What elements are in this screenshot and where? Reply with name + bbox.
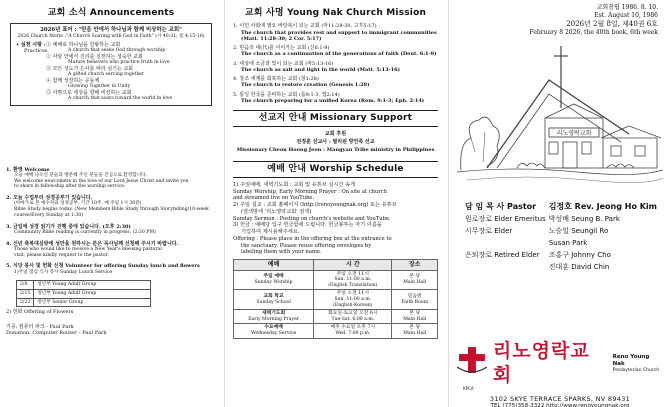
announcement-item [6,167,216,190]
announcement-line: 1)주일 점심 식사 봉사 Sunday Lunch Service [14,269,113,275]
staff-table [465,200,660,273]
service-place-en: Faith Room [401,299,429,305]
staff-row [465,200,660,214]
lunch-row [17,298,151,307]
mission-en: The church to restore creation (Genesis 1:28) [241,82,370,89]
service-name: 교회 학교 [263,293,284,299]
schedule-row [234,310,438,324]
donation-ko: 기증: 컴퓨터 파크 - Paul Park [6,323,74,330]
service-time-en: Tue-Sat. 6:00 a.m. [331,316,375,322]
announcement-item [6,224,216,236]
service-time-note: (English Translation) [328,282,378,288]
worship-title: 예배 안내 Worship Schedule [233,161,438,178]
staff-name: 조홍구 Johnny Cho [548,250,611,259]
practice-en: Growing Together in Unity [68,83,131,89]
service-cell [234,270,314,290]
service-name: 수요예배 [264,324,283,331]
church-building-illustration [457,42,663,190]
service-name-en: Early Morning Prayer [248,316,299,322]
mission-ko: 4. 창조 세계를 회복하는 교회 (창1:28) [233,76,319,82]
mission-en: The church as a continuation of the generations of faith (Deut. 6:1-9) [241,51,437,58]
church-footer [457,340,663,407]
staff-row [465,214,660,226]
staff-row [465,238,660,250]
lunch-group: 청년부 Young Adult Group [34,281,151,290]
service-cell [234,324,314,338]
motto-ko: 2026년 표어 : "믿음 안에서 하나님과 함께 비상하는 교회" [40,27,182,34]
staff-role: 은퇴장로 Retired Elder [465,250,540,259]
announcement-line: We welcome newcomers in the love of our Lord Jesus Christ and invite you [14,178,189,184]
announcement-heading: 5. 식당 봉사 및 헌화 신청 Volunteer for offering Sunday lunch and flowers [6,263,200,270]
staff-role [465,238,549,250]
bulletin-header [457,4,662,36]
place-cell [392,290,438,310]
lunch-row [17,289,151,298]
worship-note: labeling them with your name. [241,249,322,256]
motto-en: 2026 Church Motto :"A Church Soaring with God in Faith" (사 40:31; 롬 4:15-16) [17,34,205,39]
missionary-title: 선교지 안내 Missionary Support [233,110,438,127]
announcement-heading: 3. 금일에 성경 읽기가 진행 중에 있습니다. (오후 2:30) [6,223,131,230]
worship-note: and streamed live on YouTube. [233,195,315,202]
mission-ko: 5. 통일 한국을 준비하는 교회 (롬9:1-3, 엡2:14) [233,91,340,98]
lunch-group: 청년부 Senior Group [34,298,151,307]
offering-flowers: 2) 헌화 Offering of Flowers [6,309,74,316]
service-place-en: Main Hall [403,331,427,336]
date-en: February 8 2026, the 40th book, 6th week [529,28,658,36]
announcement-heading: 1. 환영 Welcome [6,166,50,173]
church-contact: TEL (775)358-3322 http://www.renoyoungnak.org [490,402,630,407]
service-time-note: (English-Korean) [333,302,373,308]
announcement-line: to share in fellowship after the worship service. [14,184,126,190]
worship-note: Sunday Worship, Early Morning Prayer : On site at church [233,188,388,195]
mission-en: The church that provides rest and support to immigrant communities (Matt. 11:28-30; 2 Cor. 5:17) [241,29,437,42]
staff-name: 김정호 Rev. Jeong Ho Kim [548,202,658,212]
worship-note: (검색방에 '리노영락교회' 검색) [241,208,312,215]
practice-ko: ⑤ 사명으로 세상을 향해 비상하는 교회 [46,89,132,96]
service-time-en: Sun. 11:00 a.m. [334,297,372,302]
mission-item [233,45,438,58]
donation-en: Donation: Computer Router – Paul Park [6,329,107,336]
service-place: 믿음방 [407,294,422,299]
announcement-line: course/Every Sunday at 1:30) [14,212,83,218]
practice-en: A church that seeks God through worship [68,47,166,53]
date-ko: 2026년 2월 8일, 제40권 6호 [566,19,658,28]
service-cell [234,310,314,324]
service-name-en: Sunday School [256,299,291,305]
church-address: 3102 SKYE TERRACE SPARKS, NV 89431 [489,394,631,403]
practices-label: Practices [24,47,48,54]
worship-note: Offering : Please place in the offering box at the entrance to [233,235,392,242]
announcements-title: 교회 소식 Announcements [47,8,175,18]
church-name-en2: Presbyterian Church [612,367,660,373]
lunch-group: 청년부 Young Adult Group [34,289,151,298]
practices-list [46,42,172,102]
mission-column [224,0,446,407]
service-time-en: Wed. 7:00 p.m. [335,331,371,336]
time-cell [314,270,392,290]
cover-column [448,0,670,407]
announcement-item [6,195,216,218]
worship-schedule-table [233,259,438,339]
missionary-line1: 교회 후원 [324,131,347,138]
lunch-date: 2/22 [17,298,34,307]
schedule-row [234,290,438,310]
worship-notes [233,182,438,256]
announcement-line: (아마가로 본 예수자와 성경공부, 기간 10주, 매 주일 1시 30분) [14,201,142,207]
mission-en: The church preparing for a unified Korea (Rom. 9:1-3; Eph. 2:14) [241,97,425,104]
staff-name: 노승일 Seungil Ro [548,226,609,235]
staff-row [465,262,660,274]
announcements-column [0,0,222,407]
practice-ko: ② 사랑 안에서 진리를 실천하는 성숙한 교회 [46,53,143,60]
mission-item [233,76,438,89]
announcement-line: Community Bible reading is currently in progress. (2:30 PM) [14,229,156,235]
place-cell [392,324,438,338]
service-time: 주일 오전 11시 [336,271,369,277]
kpca-cross-icon [457,347,487,381]
staff-row [465,226,660,238]
founded-en: Est. August 10, 1986 [594,11,658,19]
practice-ko: ④ 함께 성장하는 공동체 [46,77,100,84]
mission-title: 교회 사명 Young Nak Church Mission [244,8,427,18]
mission-en: The church as salt and light in the world (Matt. 5:13-16) [241,66,401,73]
service-place: 본 당 [409,325,421,331]
service-place-en: Main Hall [403,316,427,322]
time-cell [314,290,392,310]
time-cell [314,310,392,324]
worship-note: 기입하여 제시용해주세요. [241,229,300,235]
staff-role [465,262,549,274]
lunch-row [17,281,151,290]
header-time: 시 간 [314,260,392,271]
kpca-badge: KPCA [463,385,474,391]
service-name-en: Wednesday Service [251,331,297,336]
staff-name: 진대훈 David Chin [548,262,610,271]
practice-ko: ③ 모든 성도가 은사를 따라 섬기는 교회 [46,65,133,72]
mission-ko: 3. 세상에 소금과 빛이 되는 교회 (마5:13-16) [233,60,334,67]
church-name-en1: Reno Young Nak [612,354,650,367]
announcement-item [6,241,216,259]
announcement-line: 오늘 예배 나오신 분들과 방문해 주신 분들을 진심으로 환영합니다. [14,172,147,178]
motto-box [10,23,212,105]
lunch-date: 2/8 [17,281,34,290]
announcement-items [6,167,216,276]
worship-note: 3) 헌금 : 예배당 입구 헌금함에 드립니다. 헌금봉투는 자기 이름을 [233,222,382,229]
worship-note: the sanctuary. Please reuse offering envelopes by [241,242,372,249]
mission-list [233,23,438,104]
service-name-en: Sunday Worship [254,280,293,285]
church-name-ko: 리노영락교회 [492,340,590,386]
mission-item [233,23,438,42]
mission-ko: 1. 이민 사회에 필요 바탕복이 되는 교회 (마11:28-30, 고후5:17) [233,23,377,30]
service-time: 화요일-토요일 오전 6시 [328,311,378,316]
practice-en: A church that soars toward the world in love [68,95,173,101]
building-sign-text: 리노영락교회 [556,130,592,138]
service-name: 주일 예배 [263,273,284,280]
announcement-line: Those who would like to receive a New Year's blessing pastoral [14,246,162,252]
staff-role: 시무장로 Elder [465,226,513,235]
staff-name: 박성배 Seung B. Park [548,215,620,224]
mission-item [233,92,438,105]
mission-ko: 2. 믿음의 대(代)를 이어가는 교회 (신6:1-9) [233,45,330,51]
service-time-en: Sun. 11:00 a.m. [334,277,372,283]
staff-role: 담 임 목 사 Pastor [465,202,537,212]
announcement-heading: 2. 오늘 수업부터 성경공부가 있습니다. [6,195,93,202]
service-time: 주일 오전 11시 [336,291,369,297]
announcement-line: visit, please kindly request to the pastor. [14,252,109,258]
time-cell [314,324,392,338]
staff-name: Susan Park [548,238,588,247]
announcement-item [6,263,216,275]
header-place: 장소 [392,260,438,271]
worship-note: 2) 주일 설교 : 교회 홈페이지 (http://renoyoungnak.org) 또는 유튜브 [233,202,397,208]
service-place: 본 당 [409,274,421,280]
schedule-row [234,324,438,338]
missionary-line3: Missionary Cheon Hoong Jeon : Mangyan Tribe ministry in Philippines [236,146,435,153]
practice-en: A gifted church serving together [68,71,145,77]
service-cell [234,290,314,310]
service-time: 매주 수요일 오후 7시 [330,325,376,331]
worship-note: Sunday Sermon : Posting on church's website and YouTube. [233,215,391,222]
announcement-line: Bible Study begins today. (New Members Bible Study through Storytelling/10-week [14,207,209,213]
place-cell [392,310,438,324]
service-place: 본 당 [409,311,421,316]
worship-note: 1) 주일예배, 새벽기도회 : 교회 및 유튜브 실시간 송개 [233,181,356,188]
founded-ko: 교회창립 1986. 8. 10. [596,4,658,11]
missionary-line2: 전정훈 선교사 : 필리핀 망얀족 선교 [296,139,375,145]
header-service: 예배 [234,260,314,271]
announcement-heading: 4. 신년 축복대심방에 성만을 원하시는 분은 목사님께 신청해 주시기 바랍니다. [6,240,179,247]
lunch-table [16,280,151,307]
vision-label: • 실천 사항 : [16,41,46,48]
staff-row [465,250,660,262]
place-cell [392,270,438,290]
schedule-row [234,270,438,290]
service-place-en: Main Hall [403,280,427,285]
service-name: 새벽기도회 [262,310,286,316]
practice-en: Mature believers who practice truth in love [68,59,170,65]
lunch-date: 2/15 [17,289,34,298]
staff-role: 원로장로 Elder Emeritus [465,215,546,224]
mission-item [233,61,438,74]
practice-ko: ① 예배로 하나님을 만왕하는 교회 [46,41,121,48]
